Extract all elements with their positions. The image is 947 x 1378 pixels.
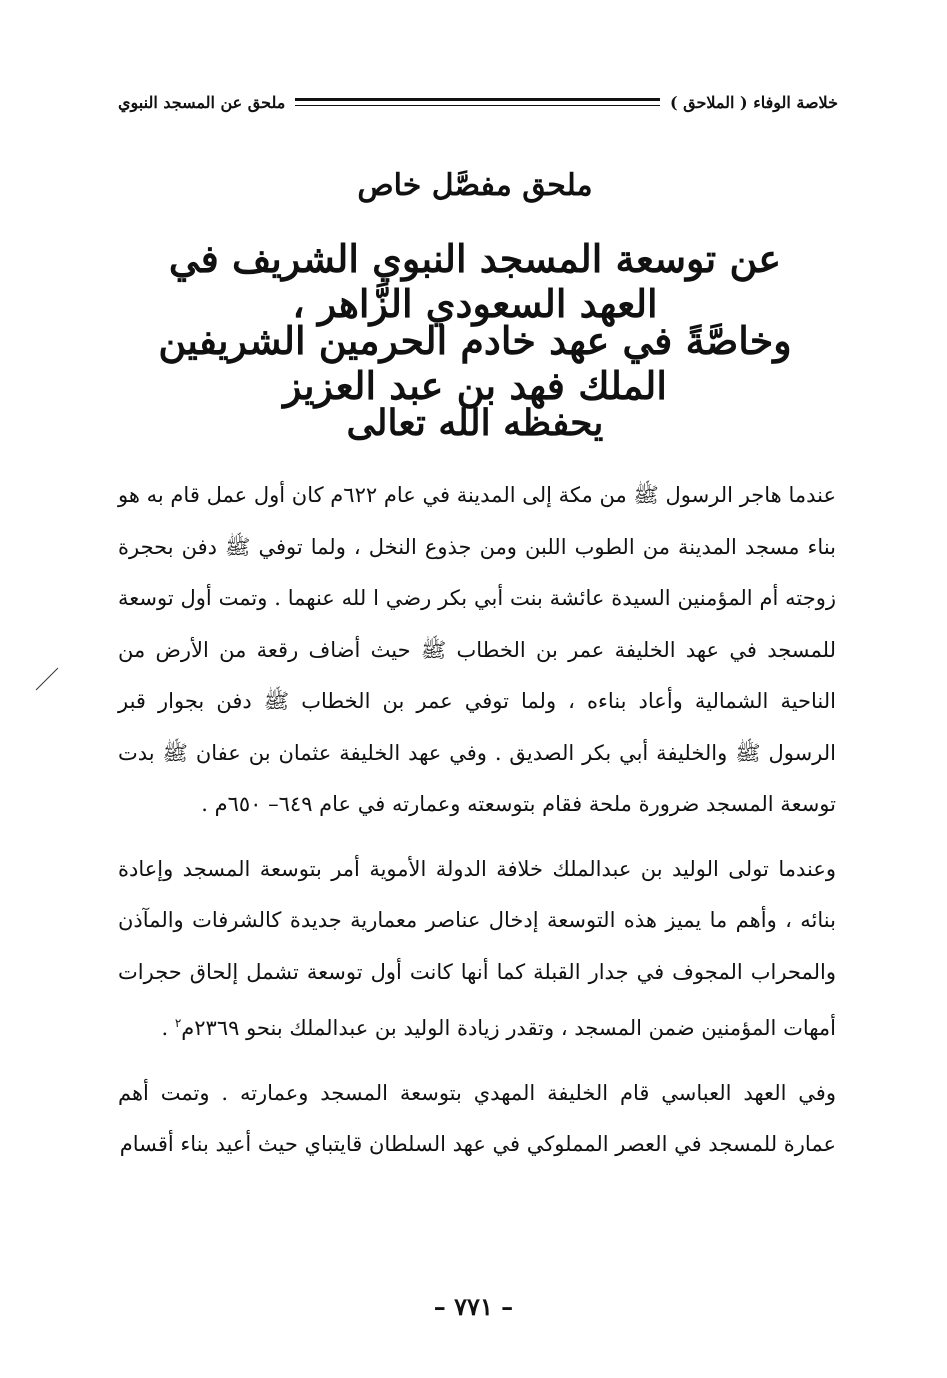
title-line-2: عن توسعة المسجد النبوي الشريف في العهد السعودي الزَّاهر ،	[168, 236, 782, 326]
header-rule	[295, 98, 660, 106]
paragraph-2-text: وعندما تولى الوليد بن عبدالملك خلافة الدولة الأموية أمر بتوسعة المسجد وإعادة بنائه ، وأهم ما يميز هذه التوسعة إدخال عناصر معمارية جديدة كالشرفات والمآذن والمحراب المجوف في جدار القبلة كما أنها كانت أول توسعة تشمل إلحاق حجرات أمهات المؤمنين ضمن المسجد ، وتقدر زيادة الوليد بن عبدالملك بنحو ٢٣٦٩م	[118, 856, 836, 1040]
paragraph-2	[118, 844, 836, 1055]
area-superscript: ٢	[174, 1016, 182, 1030]
title-line-1: ملحق مفصَّل خاص	[357, 168, 593, 203]
title-line-4: يحفظه الله تعالى	[346, 402, 604, 444]
header-section-title: ملحق عن المسجد النبوي	[118, 92, 286, 112]
paragraph-2-end: .	[161, 1016, 175, 1040]
paragraph-3: وفي العهد العباسي قام الخليفة المهدي بتوسعة المسجد وعمارته . وتمت أهم عمارة للمسجد في العصر المملوكي في عهد السلطان قايتباي حيث أعيد بناء أقسام	[118, 1080, 836, 1156]
header-book-title: خلاصة الوفاء ( الملاحق )	[669, 92, 838, 112]
running-header	[118, 88, 838, 116]
title-line-3: وخاصَّةً في عهد خادم الحرمين الشريفين الملك فهد بن عبد العزيز	[158, 318, 792, 408]
body-text	[118, 470, 836, 1184]
margin-pen-mark	[32, 664, 62, 694]
paragraph-1: عندما هاجر الرسول ﷺ من مكة إلى المدينة في عام ٦٢٢م كان أول عمل قام به هو بناء مسجد المدينة من الطوب اللبن ومن جذوع النخل ، ولما توفي ﷺ دفن بحجرة زوجته أم المؤمنين السيدة عائشة بنت أبي بكر رضي ا لله عنهما . وتمت أول توسعة للمسجد في عهد الخليفة عمر بن الخطاب ﷺ حيث أضاف رقعة من الأرض من الناحية الشمالية وأعاد بناءه ، ولما توفي عمر بن الخطاب ﷺ دفن بجوار قبر الرسول ﷺ والخليفة أبي بكر الصديق . وفي عهد الخليفة عثمان بن عفان ﷺ بدت توسعة المسجد ضرورة ملحة فقام بتوسعته وعمارته في عام ٦٤٩– ٦٥٠م .	[118, 483, 836, 816]
page-number: – ٧٧١ –	[433, 1292, 514, 1321]
